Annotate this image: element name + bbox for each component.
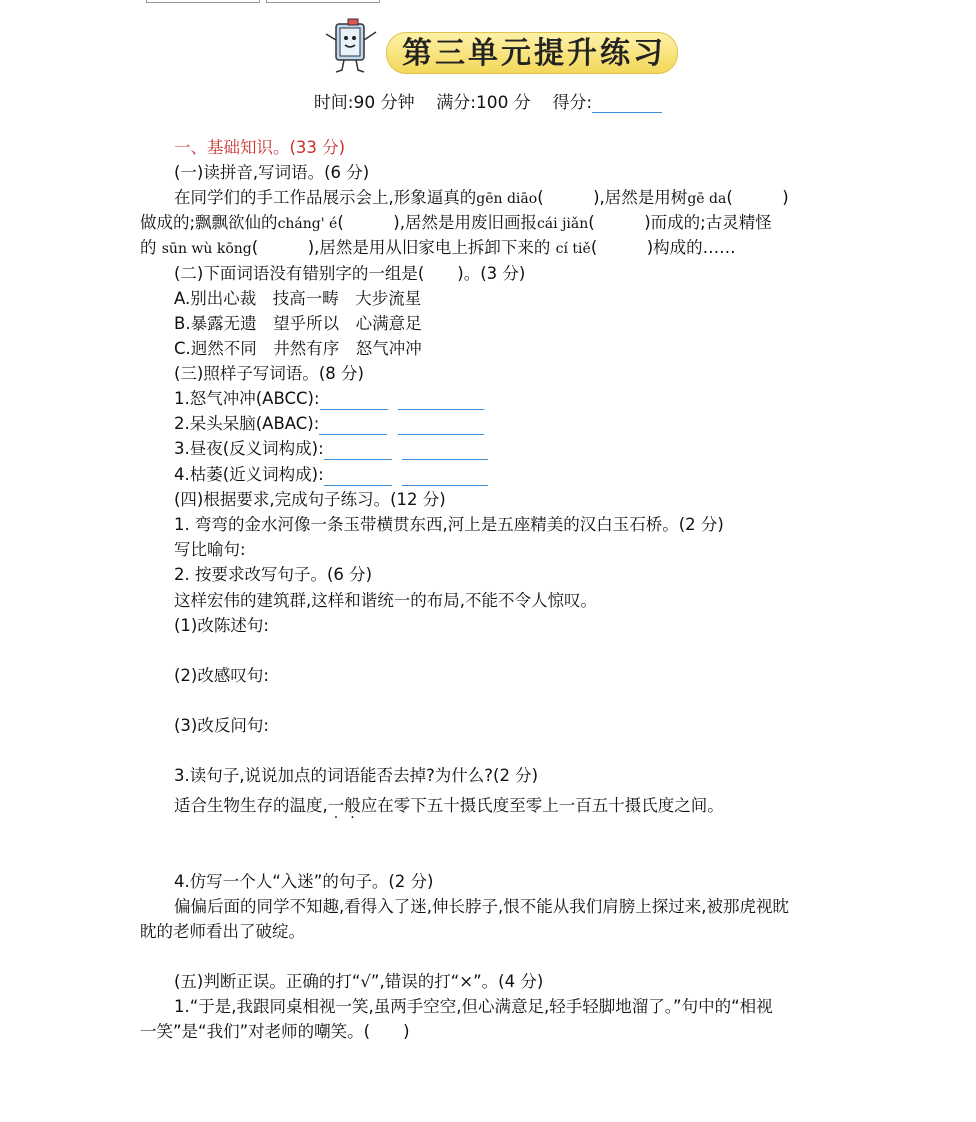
q4-item-2: 2. 按要求改写句子。(6 分) (174, 565, 373, 584)
q4-item-2b: (2)改感叹句: (174, 666, 269, 685)
q4-item-4-sentence-2: 眈的老师看出了破绽。 (140, 922, 305, 941)
q3-blank-3b[interactable] (402, 443, 488, 460)
q3-item-2-text: 2.呆头呆脑(ABAC): (174, 414, 320, 433)
q1-line-1 (174, 187, 789, 210)
q5-title: (五)判断正误。正确的打“√”,错误的打“×”。(4 分) (174, 972, 544, 991)
top-box-left (146, 0, 260, 3)
page-header (322, 18, 682, 74)
full-value: 100 分 (475, 93, 531, 113)
q5-item-1-b: 一笑”是“我们”对老师的嘲笑。( ) (140, 1022, 410, 1041)
q1-pinyin-5: sūn wù kōng (161, 241, 252, 257)
q4-item-2a: (1)改陈述句: (174, 616, 269, 635)
q3-item-1 (174, 388, 484, 410)
q1-text-3b: ( ),居然是用从旧家电上拆卸下来的 (251, 238, 551, 257)
time-label: 时间: (313, 93, 354, 113)
q1-text-1c: ( ) (726, 188, 789, 207)
q1-line-3 (140, 237, 736, 260)
q4-item-4: 4.仿写一个人“入迷”的句子。(2 分) (174, 872, 434, 891)
section-1-title: 一、基础知识。(33 分) (174, 138, 346, 157)
q3-item-3 (174, 438, 488, 460)
q5-item-1-a: 1.“于是,我跟同桌相视一笑,虽两手空空,但心满意足,轻手轻脚地溜了。”句中的“相视 (174, 997, 773, 1016)
q1-text-3a: 的 (140, 238, 157, 257)
q3-blank-2b[interactable] (398, 418, 484, 435)
q3-blank-4a[interactable] (324, 469, 392, 486)
q1-pinyin-2: gē da (687, 191, 727, 207)
q1-pinyin-6: cí tiě (555, 241, 591, 257)
q4-3-text-b: 应在零下五十摄氏度至零上一百五十摄氏度之间。 (360, 796, 724, 815)
q1-text-2a: 做成的;飘飘欲仙的 (140, 213, 278, 232)
q1-pinyin-4: cái jiǎn (536, 216, 589, 232)
q4-item-4-sentence-1: 偏偏后面的同学不知趣,看得入了迷,伸长脖子,恨不能从我们肩膀上探过来,被那虎视眈 (174, 897, 789, 916)
q3-blank-1b[interactable] (398, 393, 484, 410)
q2-title: (二)下面词语没有错别字的一组是( )。(3 分) (174, 264, 526, 283)
q3-blank-4b[interactable] (402, 469, 488, 486)
q3-title: (三)照样子写词语。(8 分) (174, 364, 364, 383)
score-label: 得分: (552, 93, 593, 113)
q4-item-3-sentence (174, 795, 724, 817)
q3-blank-1a[interactable] (320, 393, 388, 410)
q4-3-text-a: 适合生物生存的温度, (174, 796, 328, 815)
page-title: 第三单元提升练习 (402, 36, 666, 71)
q1-text-2b: ( ),居然是用废旧画报 (337, 213, 537, 232)
q1-text-1b: ( ),居然是用树 (537, 188, 688, 207)
q1-text-1a: 在同学们的手工作品展示会上,形象逼真的 (174, 188, 477, 207)
q2-option-c: C.迥然不同 井然有序 怒气冲冲 (174, 339, 422, 358)
q4-title: (四)根据要求,完成句子练习。(12 分) (174, 490, 446, 509)
q3-blank-2a[interactable] (319, 418, 387, 435)
q1-text-3c: ( )构成的…… (590, 238, 736, 257)
q4-item-1-prompt: 写比喻句: (174, 540, 246, 559)
q3-blank-3a[interactable] (324, 443, 392, 460)
q3-item-4-text: 4.枯萎(近义词构成): (174, 465, 324, 484)
q3-item-3-text: 3.昼夜(反义词构成): (174, 439, 324, 458)
q1-line-2 (140, 212, 772, 235)
book-mascot-icon (322, 18, 384, 74)
q3-item-1-text: 1.怒气冲冲(ABCC): (174, 389, 320, 408)
q3-item-2 (174, 413, 484, 435)
q1-title: (一)读拼音,写词语。(6 分) (174, 163, 370, 182)
q4-item-2-sentence: 这样宏伟的建筑群,这样和谐统一的布局,不能不令人惊叹。 (174, 591, 597, 610)
q1-text-2c: ( )而成的;古灵精怪 (588, 213, 772, 232)
q2-option-b: B.暴露无遗 望乎所以 心满意足 (174, 314, 422, 333)
q4-item-1: 1. 弯弯的金水河像一条玉带横贯东西,河上是五座精美的汉白玉石桥。(2 分) (174, 515, 724, 534)
q4-item-2c: (3)改反问句: (174, 716, 269, 735)
q4-3-dotted-2: 般 (344, 796, 361, 815)
q3-item-4 (174, 464, 488, 486)
exam-meta (0, 88, 976, 113)
top-box-right (266, 0, 380, 3)
q1-pinyin-1: gēn diāo (476, 191, 538, 207)
q4-3-dotted-1: 一 (327, 796, 345, 815)
time-value: 90 分钟 (353, 93, 415, 113)
q1-pinyin-3: cháng' é (277, 216, 338, 232)
full-label: 满分: (436, 93, 476, 113)
q4-item-3: 3.读句子,说说加点的词语能否去掉?为什么?(2 分) (174, 766, 539, 785)
q2-option-a: A.别出心裁 技高一畴 大步流星 (174, 289, 422, 308)
score-blank[interactable] (592, 94, 662, 113)
